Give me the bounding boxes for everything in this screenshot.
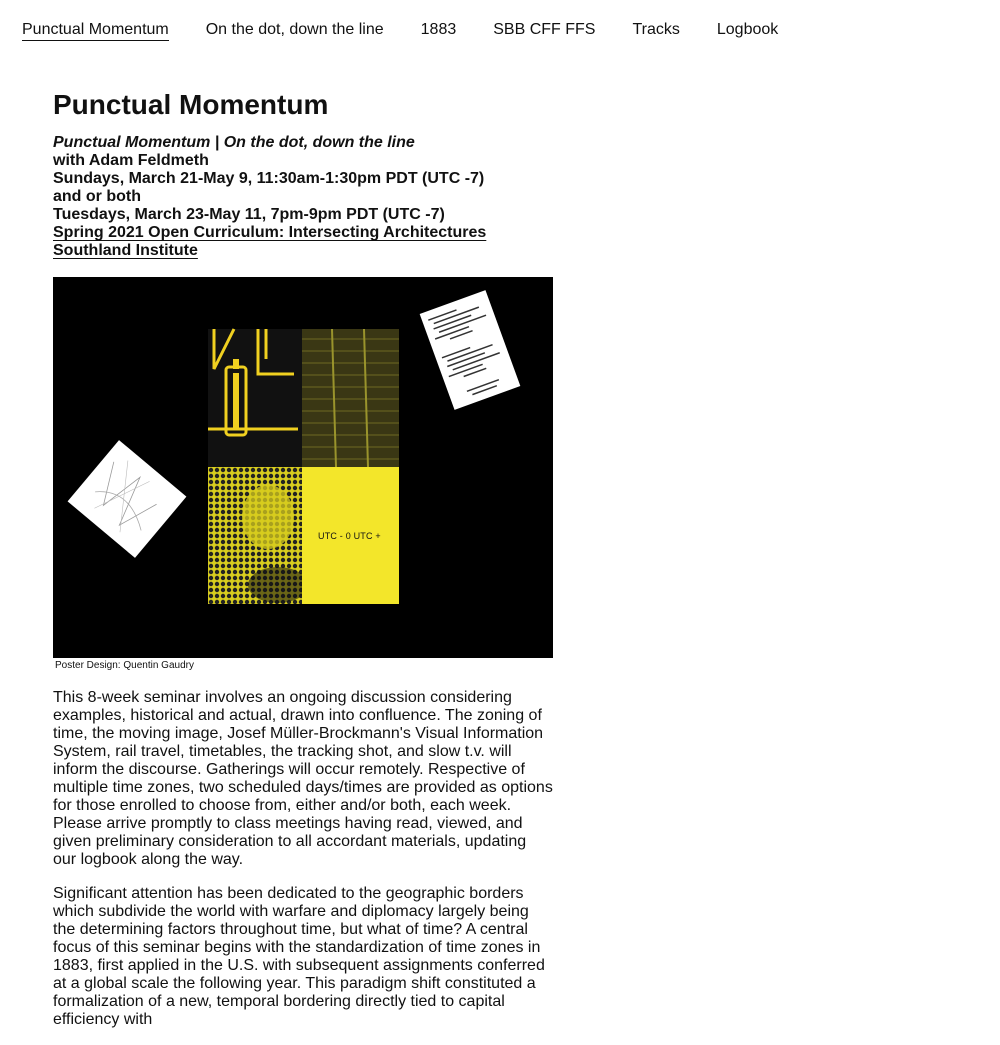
nav-link-on-the-dot[interactable]: On the dot, down the line (205, 21, 384, 38)
nav-link-punctual-momentum[interactable]: Punctual Momentum (22, 20, 169, 41)
schedule-sundays: Sundays, March 21-May 9, 11:30am-1:30pm PDT (UTC -7) (53, 170, 485, 187)
course-meta (53, 134, 553, 260)
poster-tracks-quadrant (302, 329, 399, 467)
body-text (53, 689, 553, 1029)
poster-image (53, 277, 553, 658)
nav-link-1883[interactable]: 1883 (420, 21, 457, 38)
poster-utc-text: UTC - 0 UTC + (318, 531, 381, 541)
main-content (53, 88, 553, 1045)
paragraph-1: This 8-week seminar involves an ongoing discussion considering examples, historical and actual, drawn into confluence. The zoning of time, the moving image, Josef Müller-Brockmann's Visual Information System, rail travel, timetables, the tracking shot, and slow t.v. will inform the discourse. Gatherings will occur remotely. Respective of multiple time zones, two scheduled days/times are provided as options for those enrolled to choose from, either and/or both, each week. Please arrive promptly to class meetings having read, viewed, and given preliminary consideration to all accordant materials, updating our logbook along the way. (53, 689, 553, 868)
poster-utc-quadrant (302, 467, 399, 604)
nav-link-logbook[interactable]: Logbook (716, 21, 779, 38)
poster-pictogram-quadrant (208, 329, 302, 467)
nav-link-tracks[interactable]: Tracks (632, 21, 680, 38)
image-caption: Poster Design: Quentin Gaudry (55, 660, 194, 671)
nav-link-sbb-cff-ffs[interactable]: SBB CFF FFS (493, 21, 596, 38)
printed-sheet (420, 290, 521, 410)
instructor-line: with Adam Feldmeth (53, 152, 209, 169)
page-title: Punctual Momentum (53, 89, 329, 120)
poster (208, 329, 399, 604)
poster-halftone-quadrant (208, 467, 302, 604)
schedule-tuesdays: Tuesdays, March 23-May 11, 7pm-9pm PDT (UTC -7) (53, 206, 445, 223)
curriculum-link[interactable]: Spring 2021 Open Curriculum: Intersecting Architectures (53, 224, 487, 241)
sketch-paper (68, 440, 187, 558)
top-navigation (22, 20, 815, 41)
institute-link[interactable]: Southland Institute (53, 242, 198, 259)
paragraph-2: Significant attention has been dedicated to the geographic borders which subdivide the world with warfare and diplomacy largely being the determining factors throughout time, but what of time? A central focus of this seminar begins with the standardization of time zones in 1883, first applied in the U.S. with subsequent assignments conferred at a global scale the following year. This paradigm shift constituted a formalization of a new, temporal bordering directly tied to capital efficiency with (53, 885, 545, 1028)
course-title-italic: Punctual Momentum | On the dot, down the line (53, 134, 415, 151)
and-or-both: and or both (53, 188, 141, 205)
